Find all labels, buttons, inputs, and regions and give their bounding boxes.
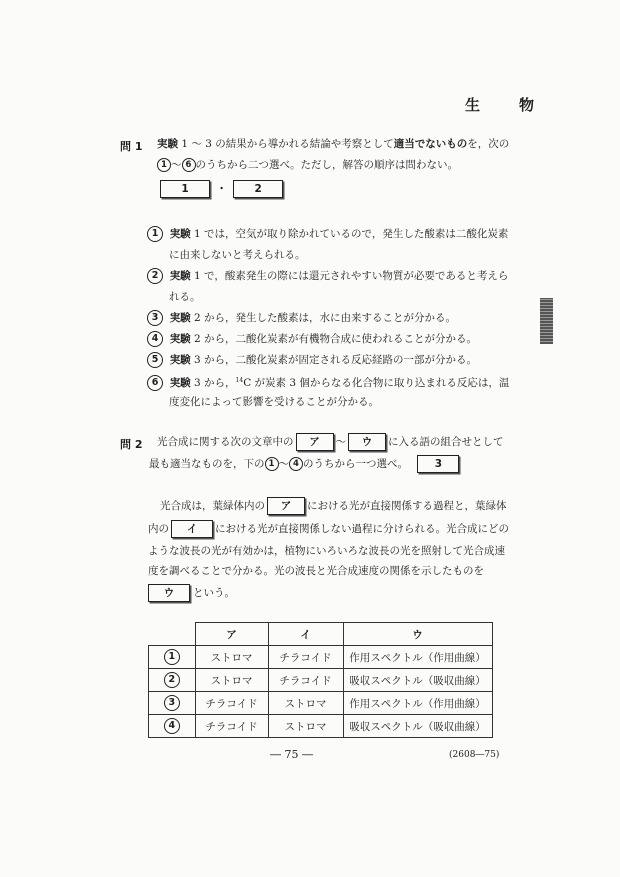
para-text: における光が直接関係する過程と，葉緑体 [307, 500, 507, 512]
option-number-icon: 4 [164, 718, 180, 734]
answer-box-3[interactable]: 3 [417, 455, 459, 473]
para-line2 [148, 520, 509, 538]
blank-box-a: ア [296, 433, 334, 451]
q1-label: 問 1 [120, 140, 143, 153]
blank-box-a: ア [267, 497, 305, 515]
choice-number-icon: 1 [157, 158, 171, 172]
option-keyword: 実験 [169, 312, 191, 324]
q1-option-5[interactable] [147, 352, 477, 368]
q2-stem-text: に入る語の組合せとして [388, 436, 504, 448]
option-number-icon: 1 [164, 649, 180, 665]
q2-label: 問 2 [120, 438, 143, 451]
option-text: 2 から，二酸化炭素が有機物合成に使われることが分かる。 [190, 333, 478, 345]
option-text: 2 から，発生した酸素は，水に由来することが分かる。 [190, 312, 457, 324]
table-cell: ストロマ [195, 646, 268, 669]
table-cell: 作用スペクトル（作用曲線） [343, 692, 492, 715]
answer-box-2[interactable]: 2 [233, 180, 283, 198]
q1-range-tilde: ～ [171, 159, 182, 171]
table-header-row [149, 623, 493, 646]
exam-code: (2608―75) [449, 750, 500, 760]
q2-stem-line2 [149, 455, 459, 473]
option-number-icon: 3 [147, 310, 163, 326]
col-header-u: ウ [343, 623, 492, 646]
q1-option-1[interactable] [147, 226, 508, 242]
para-text: における光が直接関係しない過程に分けられる。光合成にどの [215, 523, 509, 535]
table-corner [149, 623, 196, 646]
para-line1 [160, 497, 507, 515]
q1-stem-text2: を，次の [467, 138, 510, 150]
choice-number-icon: 6 [182, 158, 196, 172]
q2-stem-text: のうちから一つ選べ。 [303, 458, 408, 470]
q1-stem-text3: のうちから二つ選べ。ただし，解答の順序は問わない。 [195, 159, 458, 171]
q1-stem-text1: 1 ～ 3 の結果から導かれる結論や考察として [178, 138, 394, 150]
table-cell: チラコイド [195, 692, 268, 715]
option-number-icon: 2 [147, 268, 163, 284]
para-line3: ような波長の光が有効かは，植物にいろいろな波長の光を照射して光合成速 [148, 545, 505, 557]
table-cell: ストロマ [195, 669, 268, 692]
para-text: という。 [193, 587, 235, 599]
choice-table [148, 622, 493, 738]
answer-box-separator: ・ [216, 183, 227, 195]
para-text: 光合成は，葉緑体内の [160, 500, 265, 512]
q2-range-tilde: ～ [278, 458, 289, 470]
option-number-icon: 4 [147, 331, 163, 347]
q1-option-3[interactable] [147, 310, 456, 326]
option-number-icon: 5 [147, 352, 163, 368]
option-number-icon: 3 [164, 695, 180, 711]
table-cell: 作用スペクトル（作用曲線） [343, 646, 492, 669]
q1-answer-boxes [160, 180, 283, 198]
option-keyword: 実験 [169, 354, 191, 366]
table-cell: チラコイド [195, 715, 268, 738]
table-cell: 吸収スペクトル（吸収曲線） [343, 669, 492, 692]
table-cell: チラコイド [268, 669, 343, 692]
choice-number-icon: 4 [289, 457, 303, 471]
q2-stem-text: 最も適当なものを，下の [149, 458, 265, 470]
q2-stem-line1 [157, 433, 504, 451]
option-text: 1 では，空気が取り除かれているので，発生した酸素は二酸化炭素 [190, 228, 509, 240]
table-cell: ストロマ [268, 692, 343, 715]
page-number: ― 75 ― [270, 748, 313, 761]
table-cell: ストロマ [268, 715, 343, 738]
q1-option-6[interactable] [147, 373, 509, 391]
q1-stem-bold2: 適当でないもの [393, 138, 468, 150]
para-text: 内の [148, 523, 169, 535]
answer-box-1[interactable]: 1 [160, 180, 210, 198]
q1-stem-line1 [157, 136, 509, 152]
table-row[interactable] [149, 692, 493, 715]
option-text: C が炭素 3 個からなる化合物に取り込まれる反応は，温 [243, 377, 510, 389]
side-index-tab [540, 298, 553, 344]
q1-option-6-cont: 度変化によって影響を受けることが分かる。 [169, 396, 379, 408]
q1-option-2-cont: れる。 [169, 291, 201, 303]
blank-box-u: ウ [348, 433, 386, 451]
isotope-superscript: 14 [235, 377, 244, 384]
para-line5 [148, 584, 235, 602]
q1-option-1-cont: に由来しないと考えられる。 [169, 249, 306, 261]
option-keyword: 実験 [169, 333, 191, 345]
q1-stem-bold1: 実験 [157, 138, 178, 150]
col-header-i: イ [268, 623, 343, 646]
table-cell: チラコイド [268, 646, 343, 669]
option-keyword: 実験 [169, 228, 191, 240]
para-line4: 度を調べることで分かる。光の波長と光合成速度の関係を示したものを [148, 565, 484, 577]
option-text: 1 で，酸素発生の際には還元されやすい物質が必要であると考えら [190, 270, 509, 282]
table-row[interactable] [149, 646, 493, 669]
q1-option-2[interactable] [147, 268, 508, 284]
option-number-icon: 2 [164, 672, 180, 688]
option-text: 3 から， [190, 377, 236, 389]
option-keyword: 実験 [169, 270, 191, 282]
q2-range-tilde: ～ [335, 436, 346, 448]
q1-stem-line2 [157, 157, 458, 173]
col-header-a: ア [195, 623, 268, 646]
subject-heading: 生 物 [465, 96, 547, 114]
table-row[interactable] [149, 715, 493, 738]
table-row[interactable] [149, 669, 493, 692]
table-cell: 吸収スペクトル（吸収曲線） [343, 715, 492, 738]
option-keyword: 実験 [169, 377, 191, 389]
blank-box-i: イ [171, 520, 213, 538]
option-number-icon: 1 [147, 226, 163, 242]
blank-box-u: ウ [148, 584, 190, 602]
option-number-icon: 6 [147, 375, 163, 391]
q1-option-4[interactable] [147, 331, 477, 347]
choice-number-icon: 1 [265, 457, 279, 471]
q2-stem-text: 光合成に関する次の文章中の [157, 436, 294, 448]
option-text: 3 から，二酸化炭素が固定される反応経路の一部が分かる。 [190, 354, 478, 366]
